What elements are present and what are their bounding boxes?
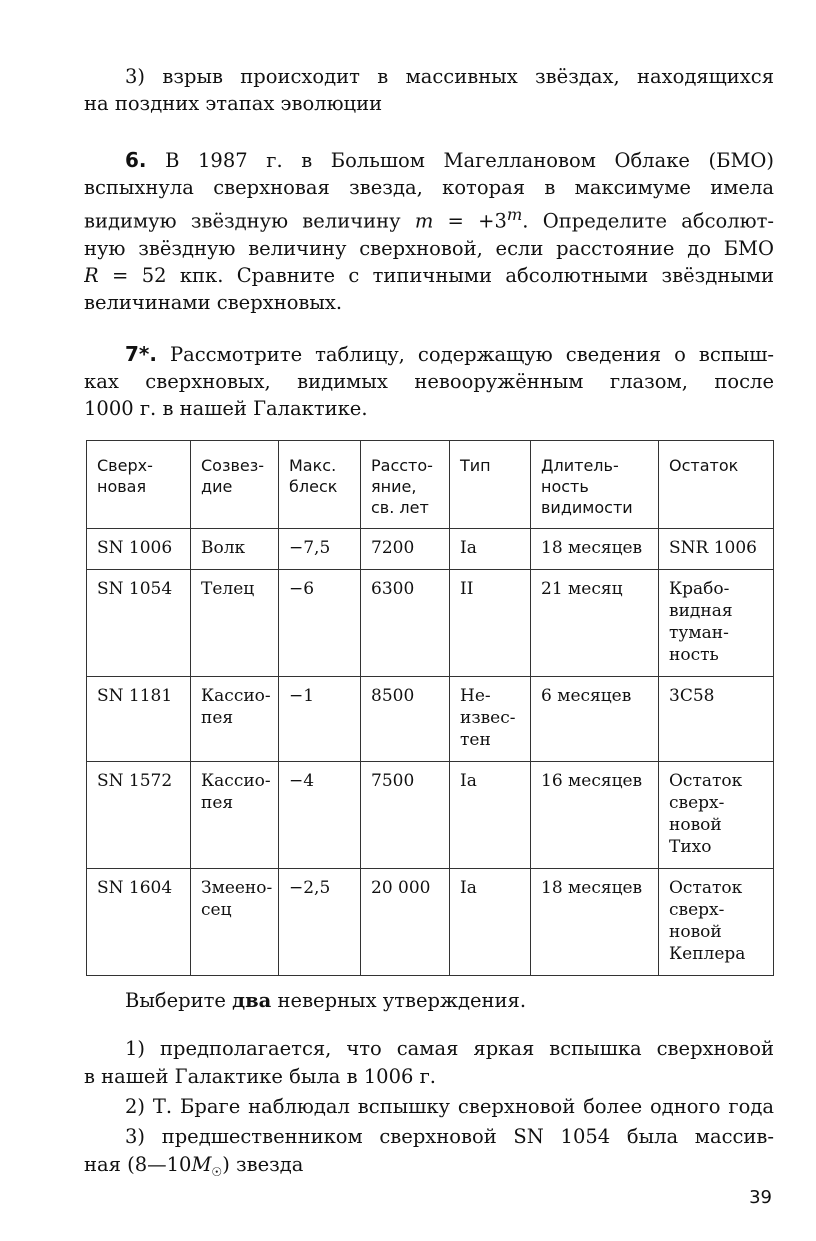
page-number: 39	[749, 1187, 772, 1208]
cell-text: SN 1006	[97, 538, 173, 558]
table-header-row	[87, 441, 774, 529]
table-cell	[191, 570, 279, 677]
top-item-line: на поздних этапах эволюции	[84, 92, 383, 115]
task-6-text: = +3	[433, 209, 507, 233]
task-7-text: Рассмотрите таблицу, содержащую сведения о вспыш-	[170, 343, 774, 366]
task-6-text: видимую звёздную величину	[84, 209, 415, 233]
task-number: 7*.	[125, 342, 157, 366]
superscript-m: m	[506, 205, 523, 224]
cell-text: SN 1181	[97, 686, 173, 706]
cell-text: −1	[289, 686, 315, 706]
table-cell	[361, 869, 450, 976]
task-6-line	[84, 262, 774, 289]
choose-text: Выберите	[125, 989, 233, 1012]
table-header-cell	[450, 441, 531, 529]
variable-m: m	[414, 209, 434, 233]
table-row	[87, 869, 774, 976]
header-text: Макс.	[289, 456, 337, 475]
table-cell	[361, 677, 450, 762]
header-text: ность	[541, 477, 589, 496]
task-7-line: ках сверхновых, видимых невооружённым глазом, после	[84, 370, 774, 393]
cell-text: ность	[669, 645, 719, 665]
header-text: Рассто-	[371, 456, 433, 475]
task-6-line: вспыхнула сверхновая звезда, которая в максимуме имела	[84, 176, 774, 199]
task-7-line: 1000 г. в нашей Галактике.	[84, 397, 368, 420]
table-row	[87, 762, 774, 869]
cell-text: Крабо-	[669, 579, 730, 599]
table-cell	[659, 570, 774, 677]
table-cell	[191, 762, 279, 869]
cell-text: тен	[460, 730, 491, 750]
table-cell	[659, 762, 774, 869]
task-number: 6.	[125, 148, 147, 172]
cell-text: Не-	[460, 686, 491, 706]
task-6	[84, 147, 774, 316]
cell-text: извес-	[460, 708, 516, 728]
cell-text: 18 месяцев	[541, 878, 643, 898]
task-6-text: В 1987 г. в Большом Магеллановом Облаке (БМО)	[165, 149, 774, 172]
table-cell	[87, 529, 191, 570]
cell-text: 3C58	[669, 686, 715, 706]
table-cell	[191, 529, 279, 570]
top-item	[84, 63, 774, 117]
cell-text: SNR 1006	[669, 538, 757, 558]
choose-bold: два	[232, 989, 272, 1012]
table-cell	[531, 570, 659, 677]
header-text: Созвез-	[201, 456, 265, 475]
statement-1: 1) предполагается, что самая яркая вспышка сверхновой	[125, 1037, 774, 1060]
task-6-line	[84, 147, 774, 174]
table-cell	[361, 762, 450, 869]
cell-text: −4	[289, 771, 315, 791]
cell-text: Кеплера	[669, 944, 746, 964]
task-6-text: . Определите абсолют-	[522, 209, 774, 233]
cell-text: пея	[201, 793, 234, 813]
task-6-text: = 52 кпк. Сравните с типичными абсолютными звёздными	[98, 263, 774, 287]
cell-text: −2,5	[289, 878, 331, 898]
cell-text: 7500	[371, 771, 415, 791]
table-header-cell	[361, 441, 450, 529]
cell-text: 21 месяц	[541, 579, 623, 599]
header-text: блеск	[289, 477, 338, 496]
cell-text: 8500	[371, 686, 415, 706]
table-cell	[279, 570, 361, 677]
cell-text: Ia	[460, 538, 477, 558]
table-header-cell	[87, 441, 191, 529]
header-text: видимости	[541, 498, 633, 517]
variable-r: R	[84, 263, 99, 287]
table-header-cell	[659, 441, 774, 529]
task-6-line: величинами сверхновых.	[84, 290, 343, 314]
cell-text: 6 месяцев	[541, 686, 632, 706]
table-cell	[450, 762, 531, 869]
header-text: Тип	[460, 456, 491, 475]
cell-text: 18 месяцев	[541, 538, 643, 558]
table-cell	[450, 529, 531, 570]
task-7	[84, 341, 774, 422]
table-cell	[531, 869, 659, 976]
statement-3: 3) предшественником сверхновой SN 1054 была массив-	[125, 1125, 774, 1148]
table-header	[87, 441, 774, 529]
table-cell	[87, 762, 191, 869]
cell-text: Змеено-	[201, 878, 273, 898]
table-cell	[87, 677, 191, 762]
statements	[84, 1035, 774, 1186]
cell-text: сверх-	[669, 900, 725, 920]
cell-text: Кассио-	[201, 686, 271, 706]
table-cell	[531, 677, 659, 762]
task-7-line	[84, 341, 774, 368]
cell-text: 6300	[371, 579, 415, 599]
table-cell	[279, 762, 361, 869]
cell-text: 7200	[371, 538, 415, 558]
cell-text: II	[460, 579, 474, 599]
choose-line	[84, 987, 774, 1014]
sun-symbol-icon: ☉	[211, 1164, 223, 1179]
table-header-cell	[279, 441, 361, 529]
table-cell	[450, 869, 531, 976]
cell-text: 16 месяцев	[541, 771, 643, 791]
table-cell	[531, 762, 659, 869]
table-cell	[279, 529, 361, 570]
cell-text: пея	[201, 708, 234, 728]
cell-text: Ia	[460, 771, 477, 791]
cell-text: −7,5	[289, 538, 331, 558]
cell-text: SN 1572	[97, 771, 173, 791]
table-cell	[531, 529, 659, 570]
table-cell	[659, 677, 774, 762]
table-header-cell	[191, 441, 279, 529]
table-cell	[450, 570, 531, 677]
header-text: св. лет	[371, 498, 429, 517]
table-row	[87, 529, 774, 570]
statement-3-text: ) звезда	[222, 1153, 304, 1176]
cell-text: видная	[669, 601, 733, 621]
choose-instruction	[84, 987, 774, 1014]
header-text: Длитель-	[541, 456, 619, 475]
header-text: Сверх-	[97, 456, 153, 475]
table-cell	[659, 529, 774, 570]
cell-text: Остаток	[669, 771, 743, 791]
cell-text: Телец	[201, 579, 255, 599]
choose-text: неверных утверждения.	[271, 989, 527, 1012]
statement-1-cont: в нашей Галактике была в 1006 г.	[84, 1065, 436, 1088]
table-cell	[191, 869, 279, 976]
table-cell	[279, 869, 361, 976]
cell-text: Ia	[460, 878, 477, 898]
cell-text: Кассио-	[201, 771, 271, 791]
cell-text: новой	[669, 922, 722, 942]
table-cell	[361, 570, 450, 677]
header-text: дие	[201, 477, 233, 496]
header-text: новая	[97, 477, 147, 496]
table-row	[87, 570, 774, 677]
cell-text: Тихо	[669, 837, 712, 857]
header-text: яние,	[371, 477, 417, 496]
cell-text: Остаток	[669, 878, 743, 898]
table-row	[87, 677, 774, 762]
task-6-line: ную звёздную величину сверхновой, если расстояние до БМО	[84, 236, 774, 260]
header-text: Остаток	[669, 456, 739, 475]
cell-text: Волк	[201, 538, 246, 558]
table-cell	[279, 677, 361, 762]
statement-3-text: ная (8—10	[84, 1153, 192, 1176]
statement-3-cont	[84, 1151, 774, 1186]
cell-text: сец	[201, 900, 232, 920]
table-cell	[87, 869, 191, 976]
cell-text: 20 000	[371, 878, 431, 898]
cell-text: сверх-	[669, 793, 725, 813]
cell-text: SN 1604	[97, 878, 173, 898]
table-cell	[361, 529, 450, 570]
cell-text: SN 1054	[97, 579, 173, 599]
top-item-line: 3) взрыв происходит в массивных звёздах, находящихся	[125, 65, 774, 88]
table-cell	[191, 677, 279, 762]
variable-m-sun: M	[191, 1153, 212, 1176]
cell-text: туман-	[669, 623, 729, 643]
statement-2: 2) Т. Браге наблюдал вспышку сверхновой более одного года	[125, 1095, 774, 1118]
table-header-cell	[531, 441, 659, 529]
task-6-line	[84, 201, 774, 235]
cell-text: новой	[669, 815, 722, 835]
cell-text: −6	[289, 579, 315, 599]
table-cell	[87, 570, 191, 677]
supernova-table	[86, 440, 774, 976]
table-cell	[659, 869, 774, 976]
table-body	[87, 529, 774, 976]
table-cell	[450, 677, 531, 762]
